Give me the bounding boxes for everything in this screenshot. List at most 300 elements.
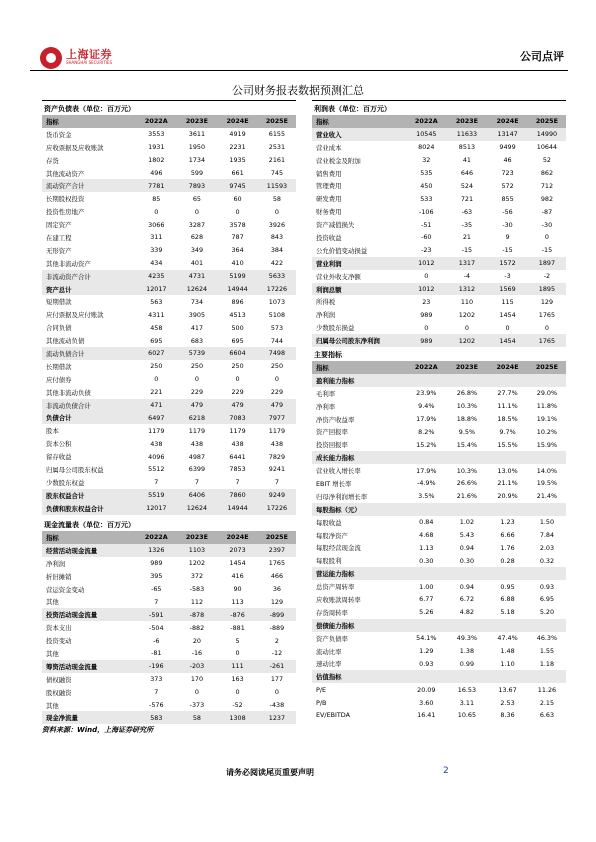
row-label: 每股经营现金流 [316,544,361,553]
cell-value: 401 [190,259,204,268]
cell-value: 583 [136,711,177,724]
table-header-row [312,115,566,128]
row-label: 股东权益合计 [42,489,136,502]
row-label: 盈利能力指标 [312,374,406,387]
cell-value: 10545 [406,128,447,141]
cell-value: 6406 [177,489,218,502]
income-title: 利润表（单位：百万元） [314,105,391,113]
table-row [312,696,566,709]
cell-value: -3 [504,272,511,281]
cell-value: 1.55 [539,647,555,656]
table-row [312,192,566,205]
row-label: 经营活动现金流量 [42,544,136,557]
cell-value: 9.5% [458,427,476,436]
row-label: 投资回报率 [316,441,348,450]
column-header: 2024E [217,531,258,544]
cell-value: -899 [258,608,296,621]
row-label: 公允价值变动损益 [316,246,368,255]
cell-value: 4096 [148,452,165,461]
cell-value: -882 [189,623,205,632]
cell-value: 21.4% [536,492,558,501]
cell-value: 10.65 [457,711,477,720]
cell-value: 9 [505,233,510,242]
row-label: 销售费用 [316,169,342,178]
table-row [42,711,296,724]
column-header: 2025E [528,115,566,128]
cell-value: -35 [461,220,473,229]
row-label: 短期借款 [46,298,72,307]
row-label: 营业利润 [312,257,406,270]
row-label: 投资变动 [46,637,72,646]
cell-value: 0.93 [419,659,434,668]
cell-value: 0.95 [500,582,515,591]
table-row [42,660,296,673]
cell-value: 1734 [188,156,206,165]
cell-value: 5.18 [500,608,515,617]
table-row [312,683,566,696]
row-label: 留存收益 [46,453,72,462]
cell-value: 0 [235,207,240,216]
cell-value: 10.3% [456,466,478,475]
page-title: 公司财务报表数据预测汇总 [232,84,364,97]
balance-title: 资产负债表（单位：百万元） [44,105,135,113]
cell-value: 855 [501,194,514,203]
cell-value: 6.63 [539,711,555,720]
cell-value: 438 [270,439,284,448]
cell-value: 1454 [499,310,516,319]
cell-value: 0.94 [459,543,475,552]
row-label: 研发费用 [316,195,342,204]
table-row [312,438,566,451]
cell-value [487,670,528,683]
cell-value: 896 [231,297,244,306]
column-header: 指标 [312,361,406,374]
cell-value: 14944 [217,502,258,515]
cell-value: 2397 [258,544,296,557]
cell-value: 0 [505,323,510,332]
row-label: 所得税 [316,298,336,307]
cell-value: 23 [422,297,431,306]
cell-value: 712 [540,181,554,190]
cell-value: 129 [270,597,284,606]
table-row [42,699,296,712]
cell-value: 1454 [229,559,246,568]
cell-value: 49.3% [456,634,478,643]
cell-value: 129 [540,297,554,306]
table-row [42,167,296,180]
footer-notice: 请务必阅读尾页重要声明 [226,768,314,777]
column-header: 2022A [406,361,447,374]
table-row [42,647,296,660]
cell-value: 1765 [268,559,286,568]
cell-value: 14.0% [536,466,558,475]
table-row [312,308,566,321]
cell-value: 8513 [458,143,476,152]
row-label: 净利率 [316,402,336,411]
table-row [312,334,566,347]
table-row [42,634,296,647]
cell-value: 15.5% [497,440,518,449]
cell-value: 16.53 [457,685,477,694]
table-row [42,502,296,515]
cell-value: 13147 [487,128,528,141]
balance-title-rule [42,100,296,101]
cell-value: -4.9% [417,479,436,488]
cell-value: 3578 [229,220,246,229]
table-row [312,167,566,180]
table-row [42,463,296,476]
cell-value: 6155 [268,130,286,139]
row-label: 流动资产合计 [42,179,136,192]
cell-value: 3553 [148,130,165,139]
cell-value: 14944 [217,283,258,296]
table-row [312,709,566,722]
table-row [42,621,296,634]
table-row [312,541,566,554]
cell-value: 2.03 [539,543,555,552]
cell-value: 479 [177,399,218,412]
table-row [312,670,566,683]
row-label: 投资活动现金流量 [42,608,136,621]
cell-value: 7853 [229,465,246,474]
column-header: 2022A [136,115,177,128]
cell-value: 7 [194,478,199,487]
cell-value: 12624 [177,502,218,515]
cell-value: 177 [270,675,284,684]
cell-value [528,451,566,464]
table-row [42,411,296,424]
cell-value: 734 [190,297,204,306]
cell-value [487,567,528,580]
cell-value: 8.2% [418,427,435,436]
cell-value: 4311 [148,310,165,319]
cell-value: 9745 [217,179,258,192]
cell-value: 26.8% [456,389,478,398]
cell-value: -63 [461,207,473,216]
row-label: 股本 [46,427,59,436]
cell-value: 9.7% [499,427,516,436]
cell-value: 1179 [229,426,246,435]
cell-value: 1312 [447,283,488,296]
cell-value: 1802 [148,156,165,165]
cell-value: 21.6% [456,492,478,501]
cell-value [487,451,528,464]
balance-sheet-table [42,115,296,515]
table-row [42,347,296,360]
page-header [30,40,568,66]
cell-value: 17.9% [416,466,437,475]
cell-value: 0.99 [459,659,475,668]
cell-value: 8.36 [500,711,515,720]
cell-value: 12017 [136,502,177,515]
cell-value: -15 [461,246,473,255]
cell-value: 1179 [148,426,165,435]
cell-value: 4513 [229,310,246,319]
row-label: 无形资产 [46,246,72,255]
row-label: 存货周转率 [316,608,348,617]
row-label: 货币资金 [46,130,72,139]
cell-value: 21.1% [497,479,518,488]
cell-value: 1202 [458,310,476,319]
table-row [42,386,296,399]
table-row [42,595,296,608]
cell-value: 5512 [148,465,165,474]
column-header: 2025E [528,361,566,374]
cell-value: 416 [231,572,244,581]
cell-value: 1326 [136,544,177,557]
table-row [312,490,566,503]
cell-value: 6.77 [419,595,434,604]
cell-value: 2.15 [539,698,555,707]
cell-value: 7893 [177,179,218,192]
cell-value: 6604 [217,347,258,360]
row-label: EV/EBITDA [316,711,350,720]
row-label: 长期股权投资 [46,195,85,204]
table-row [42,673,296,686]
cell-value: 20 [192,636,201,645]
cell-value: 3.60 [419,698,434,707]
cell-value: 1.02 [459,518,475,527]
cell-value: -203 [177,660,218,673]
table-row [42,295,296,308]
cell-value: -81 [151,649,162,658]
table-row [312,529,566,542]
cell-value: -583 [189,585,205,593]
row-label: 其他流动资产 [46,169,85,178]
row-label: P/E [316,685,327,694]
column-header: 2022A [136,531,177,544]
cell-value: 21 [462,233,471,242]
cell-value [447,670,488,683]
cell-value: 250 [150,362,163,371]
cell-value: 5.20 [539,608,555,617]
cell-value: 466 [270,572,284,581]
table-row [42,334,296,347]
cell-value: -4 [463,272,471,281]
cell-value: 862 [540,169,554,177]
cell-value: -65 [151,585,162,593]
cell-value: 9249 [258,489,296,502]
cell-value: 395 [150,572,163,581]
row-label: 其他非流动负债 [46,388,91,397]
cell-value: 599 [190,169,204,177]
cell-value: 7083 [217,411,258,424]
cell-value: 646 [460,169,474,177]
cell-value: 572 [501,181,514,190]
cell-value: 0 [424,272,429,281]
cell-value: 111 [217,660,258,673]
cell-value: 250 [231,362,244,371]
cell-value: 535 [420,169,433,177]
row-label: 资产回报率 [316,428,348,437]
cell-value: 0 [464,323,469,332]
table-row [42,544,296,557]
cell-value: 0 [154,375,159,384]
row-label: 非流动负债合计 [42,399,136,412]
cell-value: 36 [272,585,281,593]
table-row [42,128,296,141]
cell-value: 10.2% [536,427,558,436]
table-row [312,632,566,645]
cell-value: 1103 [177,544,218,557]
cell-value: 7860 [217,489,258,502]
cell-value: 450 [420,181,433,190]
cell-value: 1179 [268,426,286,435]
row-label: 折旧摊销 [46,572,72,581]
cell-value: 1569 [487,283,528,296]
table-row [312,425,566,438]
row-label: 估值指标 [312,670,406,683]
cell-value: 19.5% [536,479,558,488]
column-header: 2022A [406,115,447,128]
cell-value [528,374,566,387]
cell-value: 2531 [268,143,286,152]
cell-value [528,567,566,580]
cell-value: 372 [190,572,204,581]
cell-value: 163 [231,675,244,684]
table-row [42,489,296,502]
cell-value: 843 [270,233,284,242]
table-row [312,179,566,192]
column-header: 2023E [447,361,488,374]
row-label: 每股指标（元） [312,503,406,516]
cell-value: 7.84 [539,531,555,540]
cell-value: -56 [502,207,513,216]
row-label: 负债合计 [42,411,136,424]
table-row [42,557,296,570]
cell-value: 1.10 [500,659,515,668]
row-label: 流动负债合计 [42,347,136,360]
cell-value: 989 [150,559,163,568]
cell-value: 422 [270,259,284,268]
cell-value: 0 [274,375,279,384]
cell-value: 311 [150,233,163,242]
cell-value: 17.9% [416,415,437,423]
cell-value: 438 [150,439,163,448]
cell-value: -12 [271,649,283,658]
cell-value: 0 [274,688,279,697]
row-label: 总资产周转率 [316,583,355,592]
cell-value: -591 [136,608,177,621]
cell-value: 58 [177,711,218,724]
cell-value: 9499 [499,143,516,152]
cell-value [447,619,488,632]
cell-value: -60 [421,233,432,242]
cell-value [487,374,528,387]
cell-value: 661 [231,169,244,177]
cell-value: 695 [150,336,163,345]
cell-value: 0.93 [539,582,555,591]
cell-value: 229 [190,388,204,397]
table-row [312,580,566,593]
cell-value: 46 [503,156,512,165]
cell-value: 13.67 [498,685,517,694]
cell-value: 745 [270,169,284,177]
cell-value: 434 [150,259,163,268]
cell-value: 1765 [528,334,566,347]
row-label: 每股净资产 [316,531,348,540]
cell-value: 1179 [188,426,206,435]
cell-value: 0.30 [419,556,434,565]
table-row [312,567,566,580]
cell-value: -87 [541,207,553,216]
cell-value: 5.26 [419,608,434,617]
cell-value: 85 [152,194,161,203]
cell-value: 11593 [258,179,296,192]
cell-value: 2.53 [500,698,515,707]
table-row [42,308,296,321]
column-header: 2024E [487,361,528,374]
cell-value: 0 [194,207,199,216]
row-label: 应收票据及应收账款 [46,143,104,152]
table-row [42,686,296,699]
cell-value: 3905 [188,310,206,319]
cell-value: 250 [190,362,204,371]
table-row [312,516,566,529]
cell-value: 115 [501,297,514,306]
cell-value: -52 [232,701,243,710]
cell-value: 1572 [487,257,528,270]
cell-value: 0 [194,688,199,697]
table-row [312,321,566,334]
cell-value: 20.9% [497,492,518,501]
row-label: 合同负债 [46,324,72,333]
cell-value: 7829 [268,452,286,461]
table-row [312,218,566,231]
cell-value: 438 [231,439,244,448]
cell-value: 0 [235,649,240,658]
row-label: 其他流动负债 [46,337,85,346]
cell-value: -51 [421,220,432,229]
cell-value: 19.1% [536,415,558,423]
cell-value: 496 [150,169,163,177]
row-label: 债权融资 [46,675,72,684]
table-row [312,606,566,619]
cell-value: 458 [150,323,163,332]
table-row [42,141,296,154]
cell-value: 17226 [258,502,296,515]
cell-value: -106 [419,207,434,216]
cell-value: 6.95 [539,595,555,604]
row-label: 成长能力指标 [312,451,406,464]
table-row [312,295,566,308]
cell-value: 41 [462,156,471,165]
cell-value: 0.84 [419,518,434,527]
row-label: 营运资金变动 [46,585,85,594]
cashflow-table [42,531,296,724]
cell-value: 1.00 [419,582,434,591]
row-label: P/B [316,698,327,707]
row-label: 资产减值损失 [316,221,355,230]
cell-value: 2073 [217,544,258,557]
cell-value: 1.29 [419,647,434,656]
cell-value: 11.26 [537,685,557,694]
cell-value: 10644 [536,143,558,152]
table-row [312,593,566,606]
cell-value: 6441 [229,452,246,461]
cell-value: 5.43 [459,531,475,540]
table-row [42,583,296,596]
row-label: 净利润 [316,311,336,320]
cell-value: 5633 [258,270,296,283]
row-label: 其他 [46,701,59,710]
cell-value: 4235 [136,270,177,283]
row-label: 应付票据及应付账款 [46,311,104,320]
cell-value: 500 [231,323,244,332]
cell-value: 373 [150,675,163,684]
table-row [42,360,296,373]
cell-value: 20.09 [417,685,436,694]
